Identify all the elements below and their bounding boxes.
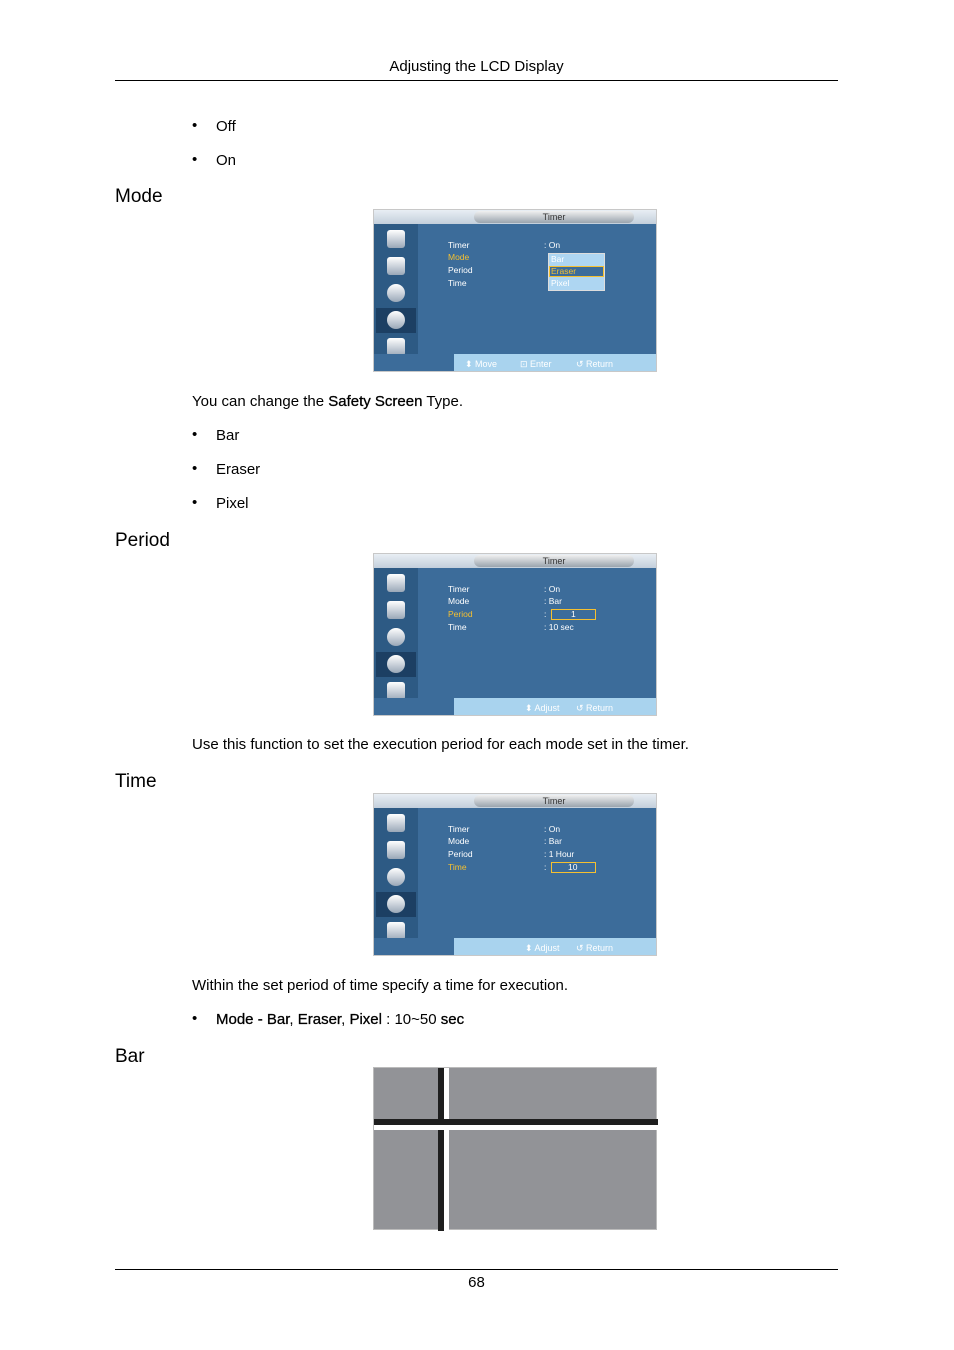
page-header: Adjusting the LCD Display [389, 58, 564, 75]
setup-gear-icon [376, 308, 416, 333]
input-icon [376, 598, 416, 623]
sound-icon [376, 625, 416, 650]
osd-screenshot-mode: Timer Timer Mode Period Time : On Bar Eraser Pixel ⬍ Move ⊡ Enter ↺ Return [373, 209, 657, 372]
bar-pattern-image [373, 1067, 657, 1230]
input-icon [376, 254, 416, 279]
section-heading-bar: Bar [115, 1046, 145, 1067]
section-heading-time: Time [115, 771, 157, 792]
input-icon [376, 838, 416, 863]
mode-dropdown: Bar Eraser Pixel [548, 253, 605, 291]
osd-sidebar [374, 568, 418, 703]
osd-sidebar [374, 808, 418, 943]
picture-icon [376, 227, 416, 252]
mode-description: You can change the Safety Screen Type. [192, 393, 464, 410]
osd-screenshot-period: Timer Timer Mode Period Time : On : Bar : : 10 sec 1 ⬍ Adjust ↺ Return [373, 553, 657, 716]
time-description: Within the set period of time specify a time for execution. [192, 977, 569, 994]
hint-return: ↺ Return [576, 703, 614, 713]
header-rule [115, 80, 838, 81]
hint-adjust: ⬍ Adjust [525, 703, 560, 713]
section-heading-period: Period [115, 530, 170, 551]
page-number: 68 [468, 1274, 485, 1291]
osd-title: Timer [474, 211, 634, 223]
hint-adjust: ⬍ Adjust [525, 943, 560, 953]
picture-icon [376, 811, 416, 836]
section-heading-mode: Mode [115, 186, 163, 207]
period-description: Use this function to set the execution period for each mode set in the timer. [192, 736, 689, 753]
sound-icon [376, 281, 416, 306]
sound-icon [376, 865, 416, 890]
hint-return: ↺ Return [576, 359, 614, 369]
hint-enter: ⊡ Enter [520, 359, 552, 369]
setup-gear-icon [376, 892, 416, 917]
hint-return: ↺ Return [576, 943, 614, 953]
picture-icon [376, 571, 416, 596]
osd-screenshot-time: Timer Timer Mode Period Time : On : Bar : 1 Hour : 10 ⬍ Adjust ↺ Return [373, 793, 657, 956]
footer-rule [115, 1269, 838, 1270]
hint-move: ⬍ Move [465, 359, 498, 369]
setup-gear-icon [376, 652, 416, 677]
osd-sidebar [374, 224, 418, 359]
